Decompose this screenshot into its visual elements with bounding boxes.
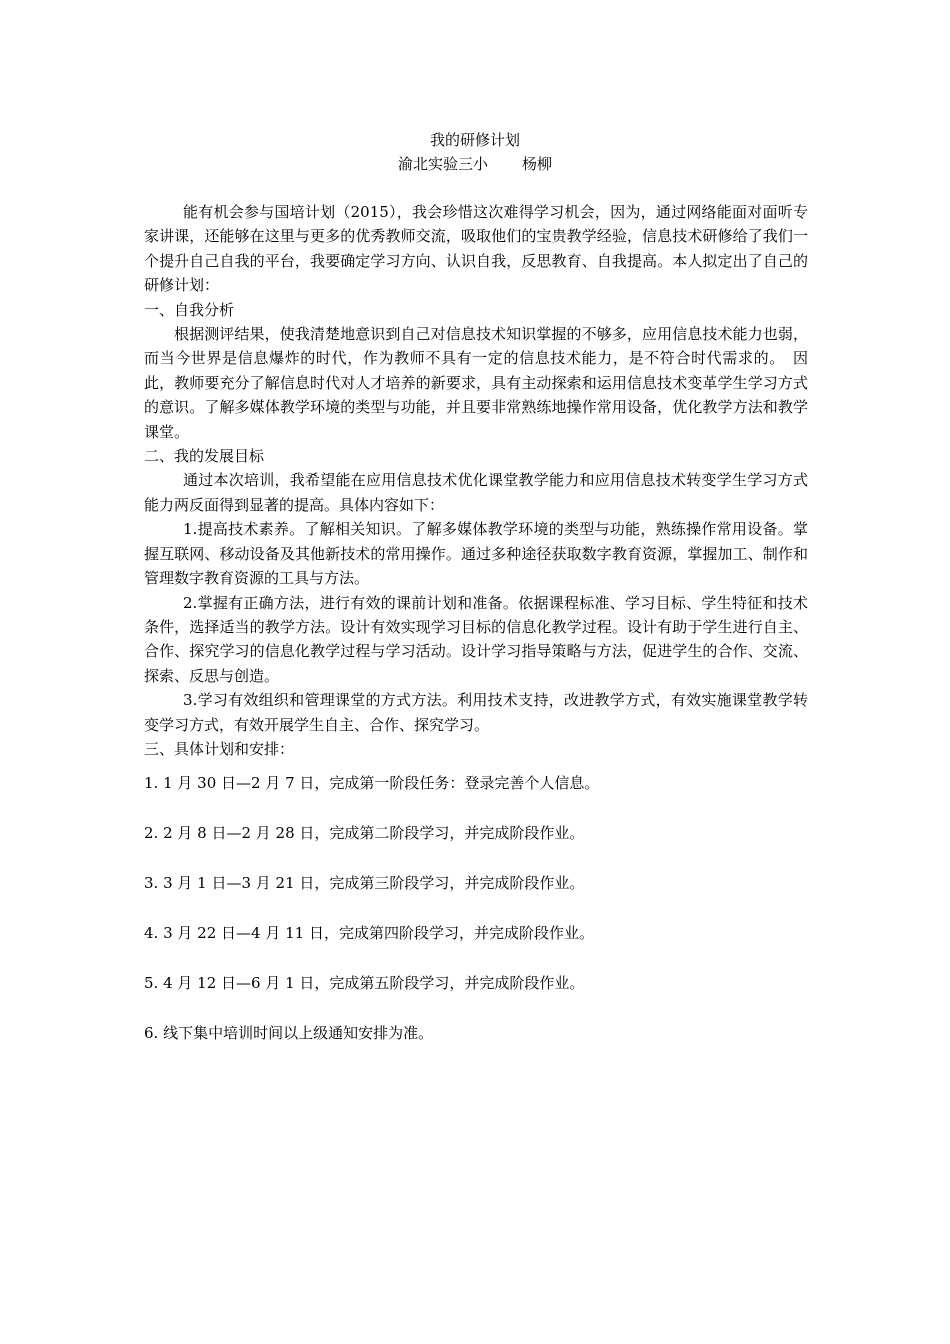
plan-item-2: 2. 2 月 8 日—2 月 28 日，完成第二阶段学习，并完成阶段作业。: [144, 824, 585, 842]
intro-paragraph: 能有机会参与国培计划（2015），我会珍惜这次难得学习机会，因为，通过网络能面对面听专家讲课，还能够在这里与更多的优秀教师交流，吸取他们的宝贵教学经验，信息技术研修给了我们一个提升自己自我的平台，我要确定学习方向、认识自我，反思教育、自我提高。本人拟定出了自己的研修计划：: [144, 203, 808, 295]
document-body: [144, 200, 808, 761]
plan-item-4: 4. 3 月 22 日—4 月 11 日，完成第四阶段学习，并完成阶段作业。: [144, 924, 594, 942]
section-heading-goals: 二、我的发展目标: [144, 447, 265, 466]
self-analysis-paragraph: 根据测评结果，使我清楚地意识到自己对信息技术知识掌握的不够多，应用信息技术能力也弱，而当今世界是信息爆炸的时代，作为教师不具有一定的信息技术能力，是不符合时代需求的。 因此，教师要充分了解信息时代对人才培养的新要求，具有主动探索和运用信息技术变革学生学习方式的意识。了解多媒体教学环境的类型与功能，并且要非常熟练地操作常用设备，优化教学方法和教学课堂。: [144, 325, 808, 441]
section-heading-plan: 三、具体计划和安排：: [144, 739, 295, 758]
goals-intro-paragraph: 通过本次培训，我希望能在应用信息技术优化课堂教学能力和应用信息技术转变学生学习方式能力两反面得到显著的提高。具体内容如下：: [144, 471, 808, 514]
document-byline: [0, 154, 950, 174]
plan-item-6: 6. 线下集中培训时间以上级通知安排为准。: [144, 1024, 434, 1042]
goal-item-2: 2.掌握有正确方法，进行有效的课前计划和准备。依据课程标准、学习目标、学生特征和技术条件，选择适当的教学方法。设计有效实现学习目标的信息化教学过程。设计有助于学生进行自主、合作、探究学习的信息化教学过程与学习活动。设计学习指导策略与方法，促进学生的合作、交流、探索、反思与创造。: [144, 593, 808, 685]
goal-item-3: 3.学习有效组织和管理课堂的方式方法。利用技术支持，改进教学方式，有效实施课堂教学转变学习方式，有效开展学生自主、合作、探究学习。: [144, 691, 808, 734]
author-name: 杨柳: [522, 155, 553, 173]
document-title: 我的研修计划: [429, 131, 520, 149]
school-name: 渝北实验三小: [397, 155, 488, 173]
plan-item-1: 1. 1 月 30 日—2 月 7 日，完成第一阶段任务：登录完善个人信息。: [144, 774, 600, 792]
section-heading-self-analysis: 一、自我分析: [144, 300, 235, 319]
plan-item-5: 5. 4 月 12 日—6 月 1 日，完成第五阶段学习，并完成阶段作业。: [144, 974, 585, 992]
goal-item-1: 1.提高技术素养。了解相关知识。了解多媒体教学环境的类型与功能，熟练操作常用设备。掌握互联网、移动设备及其他新技术的常用操作。通过多种途径获取数字教育资源，掌握加工、制作和管理数字教育资源的工具与方法。: [144, 520, 808, 588]
plan-item-3: 3. 3 月 1 日—3 月 21 日，完成第三阶段学习，并完成阶段作业。: [144, 874, 585, 892]
